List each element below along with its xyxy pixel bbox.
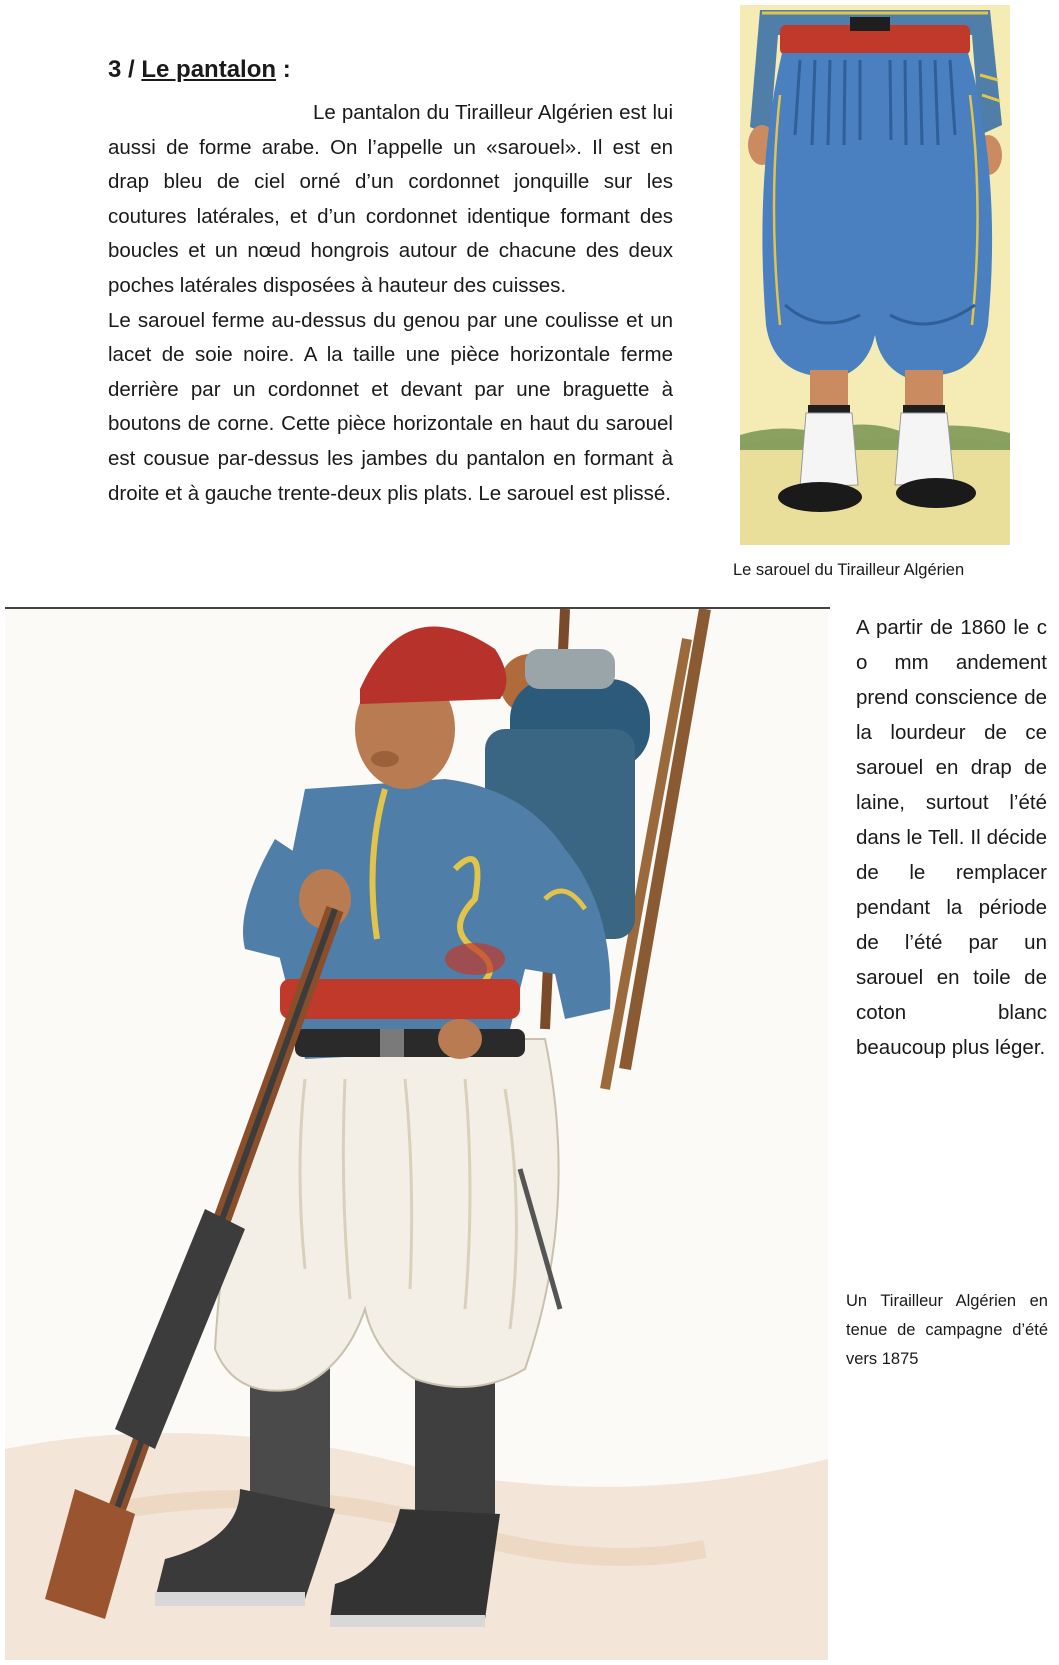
intro-paragraph: Le sarouel ferme au-dessus du genou par une coulisse et un lacet de soie noire. A la taille une pièce horizontale ferme derrière par un cordonnet et devant par une braguette à boutons de corne. Cette pièce horizontale en haut du sarouel est cousue par-dessus les jambes du pantalon en formant à droite et à gauche trente-deux plis plats. Le sarouel est plissé. [108, 308, 673, 505]
figure-caption-main [846, 1287, 1048, 1374]
figure-caption-top: Le sarouel du Tirailleur Algérien [733, 561, 965, 579]
tirailleur-illustration [5, 609, 828, 1660]
intro-text [108, 96, 673, 511]
figure-caption-main-text: Un Tirailleur Algérien en tenue de campagne d’été vers 1875 [846, 1292, 1048, 1368]
section-number: 3 / [108, 56, 135, 83]
sarouel-illustration [740, 5, 1010, 545]
section-heading [108, 56, 291, 84]
section-title: Le pantalon [141, 56, 277, 83]
intro-paragraph: Le pantalon du Tirailleur Algérien est lui aussi de forme arabe. On l’appelle un «sarouel». Il est en drap bleu de ciel orné d’un cordonnet jonquille sur les coutures latérales, et d’un cordonnet identique formant des boucles et un nœud hongrois autour de chacune des deux poches latérales disposées à hauteur des cuisses. [108, 101, 673, 297]
side-paragraph: A partir de 1860 le c o mm andement prend conscience de la lourdeur de ce sarouel en drap de laine, surtout l’été dans le Tell. Il décide de le remplacer pendant la période de l’été par un sarouel en toile de coton blanc beaucoup plus léger. [856, 616, 1047, 1059]
section-colon: : [282, 56, 291, 83]
side-text [856, 610, 1047, 1065]
